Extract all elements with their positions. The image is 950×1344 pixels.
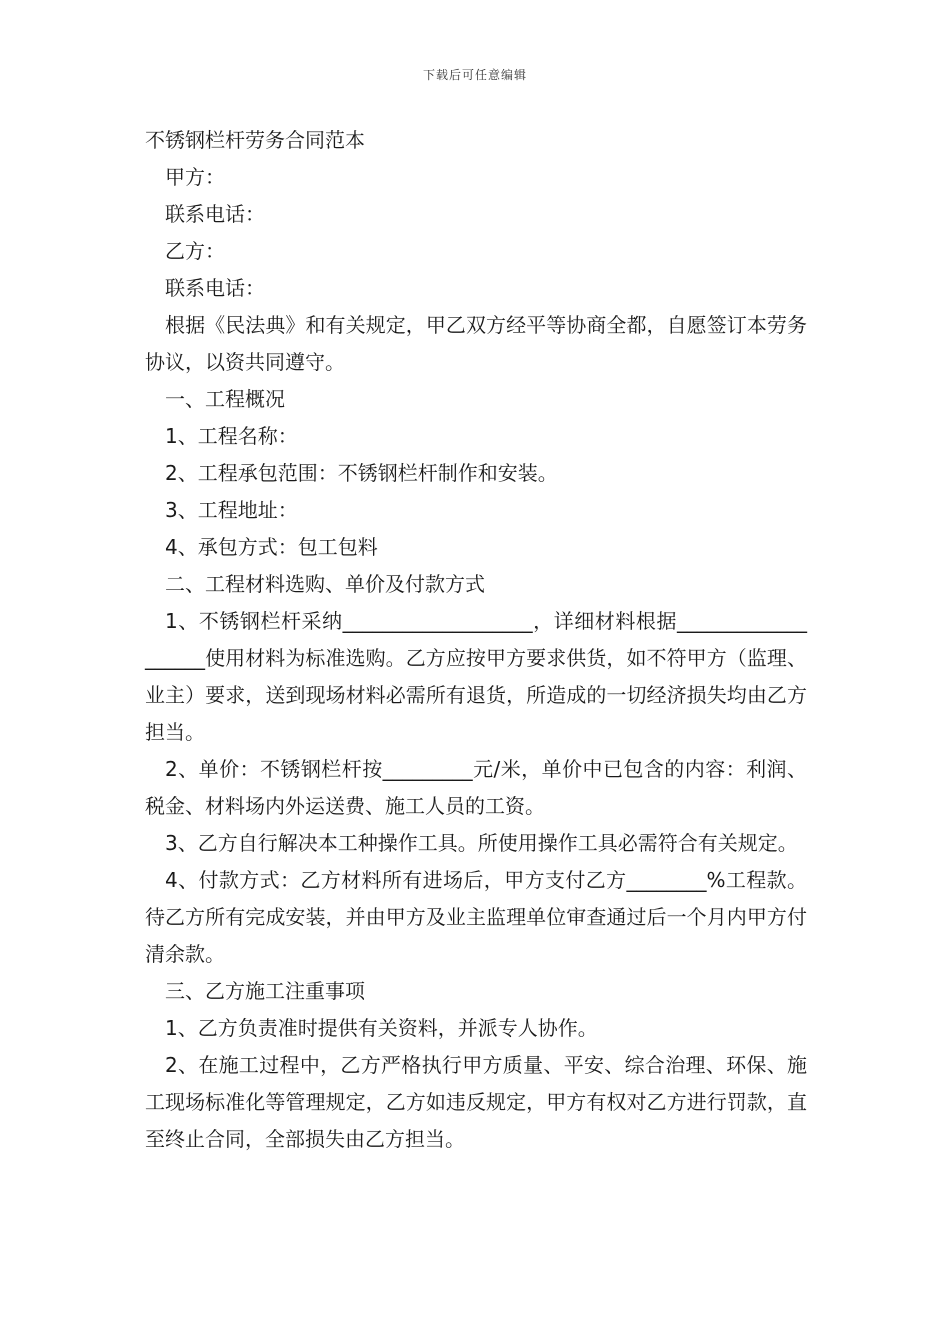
page-header-note: 下载后可任意编辑 (422, 68, 527, 82)
contract-document (145, 122, 807, 1158)
section-heading-construction-notes: 三、乙方施工注重事项 (165, 979, 365, 1003)
party-a-label: 甲方： (165, 165, 225, 189)
preamble-paragraph: 根据《民法典》和有关规定，甲乙双方经平等协商全都，自愿签订本劳务协议，以资共同遵守。 (145, 313, 807, 374)
party-b-label: 乙方： (165, 239, 225, 263)
clause-compliance: 2、在施工过程中，乙方严格执行甲方质量、平安、综合治理、环保、施工现场标准化等管理规定，乙方如违反规定，甲方有权对乙方进行罚款，直至终止合同，全部损失由乙方担当。 (145, 1053, 807, 1151)
clause-contract-method: 4、承包方式：包工包料 (165, 535, 378, 559)
clause-tools: 3、乙方自行解决本工种操作工具。所使用操作工具必需符合有关规定。 (165, 831, 798, 855)
section-heading-materials-payment: 二、工程材料选购、单价及付款方式 (165, 572, 485, 596)
clause-project-scope: 2、工程承包范围：不锈钢栏杆制作和安装。 (165, 461, 558, 485)
party-a-phone-label: 联系电话： (165, 202, 265, 226)
clause-provide-documents: 1、乙方负责准时提供有关资料，并派专人协作。 (165, 1016, 598, 1040)
clause-project-name: 1、工程名称： (165, 424, 298, 448)
party-b-phone-label: 联系电话： (165, 276, 265, 300)
clause-payment-method: 4、付款方式：乙方材料所有进场后，甲方支付乙方________%工程款。待乙方所有完成安装，并由甲方及业主监理单位审查通过后一个月内甲方付清余款。 (145, 868, 807, 966)
document-title: 不锈钢栏杆劳务合同范本 (145, 128, 365, 152)
clause-material-procurement: 1、不锈钢栏杆采纳___________________，详细材料根据___________________使用材料为标准选购。乙方应按甲方要求供货，如不符甲方（监理、业主）要求，送到现场材料必需所有退货，所造成的一切经济损失均由乙方担当。 (145, 609, 807, 744)
clause-project-address: 3、工程地址： (165, 498, 298, 522)
section-heading-project-overview: 一、工程概况 (165, 387, 285, 411)
clause-unit-price: 2、单价：不锈钢栏杆按_________元/米，单价中已包含的内容：利润、税金、材料场内外运送费、施工人员的工资。 (145, 757, 807, 818)
